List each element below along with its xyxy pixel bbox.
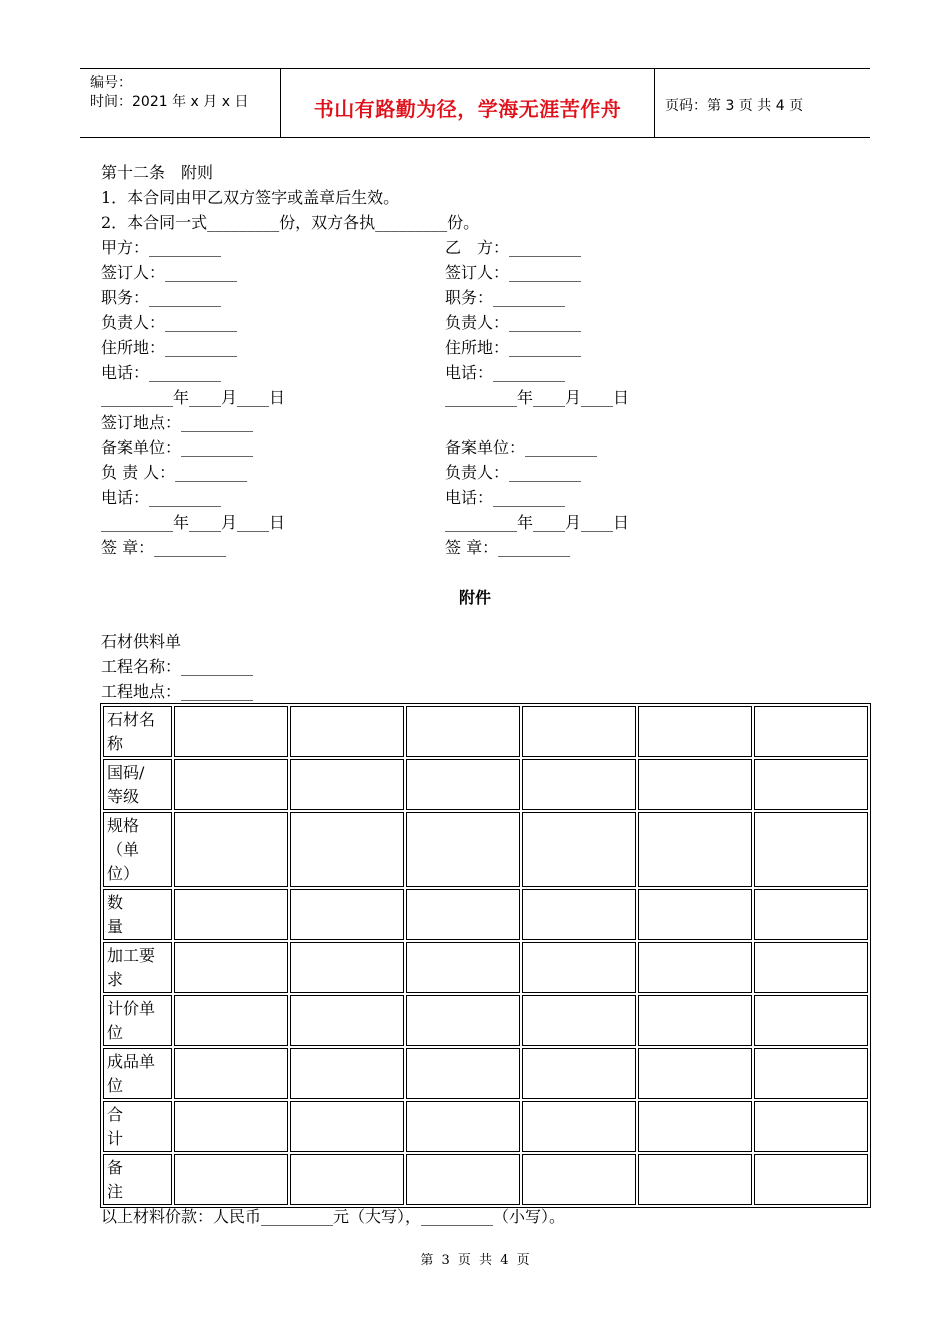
party-a-field: 甲方：_________: [101, 238, 222, 257]
party-b-position-field: 职务：_________: [445, 288, 566, 307]
row-label-line: 量: [107, 917, 124, 936]
table-cell: [754, 812, 868, 887]
filing-manager-right: 负责人：_________: [445, 463, 582, 482]
row-label-line: （单: [107, 840, 140, 859]
appendix-heading: 附件: [458, 588, 491, 607]
table-cell: [754, 1154, 868, 1205]
stone-supply-table: [100, 703, 871, 1208]
filing-phone-left: 电话：_________: [101, 488, 222, 507]
clause-item-1: 1．本合同由甲乙双方签字或盖章后生效。: [101, 188, 400, 207]
table-cell: [522, 1154, 636, 1205]
project-site-field: 工程地点：_________: [101, 682, 254, 701]
table-cell: [522, 995, 636, 1046]
row-label: [103, 1048, 172, 1099]
table-row: [103, 812, 868, 887]
row-label: [103, 1101, 172, 1152]
row-label: [103, 1154, 172, 1205]
filing-manager-left: 负 责 人：_________: [101, 463, 248, 482]
table-cell: [638, 812, 752, 887]
table-cell: [754, 1048, 868, 1099]
filing-unit-right: 备案单位：_________: [445, 438, 598, 457]
table-cell: [290, 1154, 404, 1205]
row-label-line: 计价单: [107, 999, 156, 1018]
table-cell: [290, 942, 404, 993]
total-price-line: 以上材料价款：人民币_________元（大写），_________（小写）。: [101, 1207, 566, 1226]
table-cell: [290, 706, 404, 757]
header-page-info: 页码：第 3 页 共 4 页: [665, 98, 804, 114]
row-label-line: 数: [107, 893, 124, 912]
table-cell: [754, 995, 868, 1046]
row-label-line: 称: [107, 734, 124, 753]
table-cell: [406, 706, 520, 757]
clause-item-2: 2．本合同一式_________份，双方各执_________份。: [101, 213, 480, 232]
party-a-manager-field: 负责人：_________: [101, 313, 238, 332]
row-label-line: 注: [107, 1182, 124, 1201]
doc-number-label: 编号：: [90, 75, 132, 91]
row-label-line: 位）: [107, 864, 140, 883]
table-cell: [522, 759, 636, 810]
table-cell: [638, 889, 752, 940]
table-cell: [406, 1048, 520, 1099]
table-row: [103, 889, 868, 940]
table-row: [103, 1154, 868, 1205]
header-motto-cell: [281, 69, 655, 137]
table-cell: [522, 1048, 636, 1099]
table-cell: [406, 1154, 520, 1205]
table-cell: [522, 1101, 636, 1152]
filing-seal-left: 签 章：_________: [101, 538, 227, 557]
table-cell: [406, 942, 520, 993]
table-cell: [174, 1101, 288, 1152]
row-label-line: 求: [107, 970, 124, 989]
table-row: [103, 759, 868, 810]
party-a-date-field: _________年____月____日: [101, 388, 286, 407]
table-cell: [638, 706, 752, 757]
table-row: [103, 706, 868, 757]
table-cell: [174, 812, 288, 887]
page-footer: 第 3 页 共 4 页: [420, 1253, 530, 1268]
party-a-position-field: 职务：_________: [101, 288, 222, 307]
table-cell: [290, 995, 404, 1046]
table-cell: [290, 1048, 404, 1099]
party-b-date-field: _________年____月____日: [445, 388, 630, 407]
table-cell: [174, 706, 288, 757]
table-cell: [406, 889, 520, 940]
filing-date-left: _________年____月____日: [101, 513, 286, 532]
row-label: [103, 759, 172, 810]
table-cell: [174, 995, 288, 1046]
header-meta: [80, 69, 281, 137]
table-cell: [406, 812, 520, 887]
table-cell: [638, 1154, 752, 1205]
row-label-line: 加工要: [107, 946, 156, 965]
row-label-line: 合: [107, 1105, 124, 1124]
table-cell: [754, 1101, 868, 1152]
table-cell: [290, 812, 404, 887]
filing-seal-right: 签 章：_________: [445, 538, 571, 557]
header-page-cell: [655, 69, 870, 137]
row-label-line: 计: [107, 1129, 124, 1148]
row-label: [103, 889, 172, 940]
table-cell: [638, 942, 752, 993]
row-label-line: 等级: [107, 787, 140, 806]
party-a-signer-field: 签订人：_________: [101, 263, 238, 282]
header-motto: 书山有路勤为径，学海无涯苦作舟: [313, 97, 622, 121]
table-cell: [406, 1101, 520, 1152]
filing-phone-right: 电话：_________: [445, 488, 566, 507]
table-cell: [174, 1048, 288, 1099]
table-cell: [522, 942, 636, 993]
row-label-line: 国码/: [107, 763, 145, 782]
table-cell: [638, 995, 752, 1046]
table-cell: [754, 706, 868, 757]
row-label-line: 规格: [107, 816, 140, 835]
table-cell: [638, 759, 752, 810]
row-label: [103, 706, 172, 757]
table-cell: [174, 942, 288, 993]
doc-time-label: 时间：2021 年 x 月 x 日: [90, 94, 249, 110]
party-a-phone-field: 电话：_________: [101, 363, 222, 382]
table-cell: [290, 889, 404, 940]
row-label-line: 位: [107, 1023, 124, 1042]
project-name-field: 工程名称：_________: [101, 657, 254, 676]
page-header: [80, 68, 870, 138]
table-cell: [522, 812, 636, 887]
table-cell: [754, 942, 868, 993]
row-label: [103, 942, 172, 993]
party-b-manager-field: 负责人：_________: [445, 313, 582, 332]
table-cell: [754, 889, 868, 940]
row-label-line: 石材名: [107, 710, 156, 729]
table-cell: [522, 889, 636, 940]
table-row: [103, 995, 868, 1046]
table-row: [103, 1048, 868, 1099]
party-a-address-field: 住所地：_________: [101, 338, 238, 357]
stone-supply-table-body: [103, 706, 868, 1205]
sign-place-field: 签订地点：_________: [101, 413, 254, 432]
table-row: [103, 942, 868, 993]
party-b-phone-field: 电话：_________: [445, 363, 566, 382]
row-label: [103, 995, 172, 1046]
row-label-line: 备: [107, 1158, 124, 1177]
table-cell: [754, 759, 868, 810]
table-cell: [638, 1048, 752, 1099]
table-cell: [290, 759, 404, 810]
table-row: [103, 1101, 868, 1152]
table-cell: [290, 1101, 404, 1152]
table-cell: [174, 889, 288, 940]
table-cell: [638, 1101, 752, 1152]
filing-unit-left: 备案单位：_________: [101, 438, 254, 457]
table-cell: [406, 995, 520, 1046]
party-b-field: 乙 方：_________: [445, 238, 582, 257]
table-cell: [406, 759, 520, 810]
clause-title: 第十二条 附则: [101, 163, 214, 182]
table-cell: [174, 759, 288, 810]
party-b-address-field: 住所地：_________: [445, 338, 582, 357]
form-title: 石材供料单: [101, 632, 182, 651]
table-cell: [522, 706, 636, 757]
party-b-signer-field: 签订人：_________: [445, 263, 582, 282]
table-cell: [174, 1154, 288, 1205]
row-label-line: 成品单: [107, 1052, 156, 1071]
row-label-line: 位: [107, 1076, 124, 1095]
filing-date-right: _________年____月____日: [445, 513, 630, 532]
row-label: [103, 812, 172, 887]
